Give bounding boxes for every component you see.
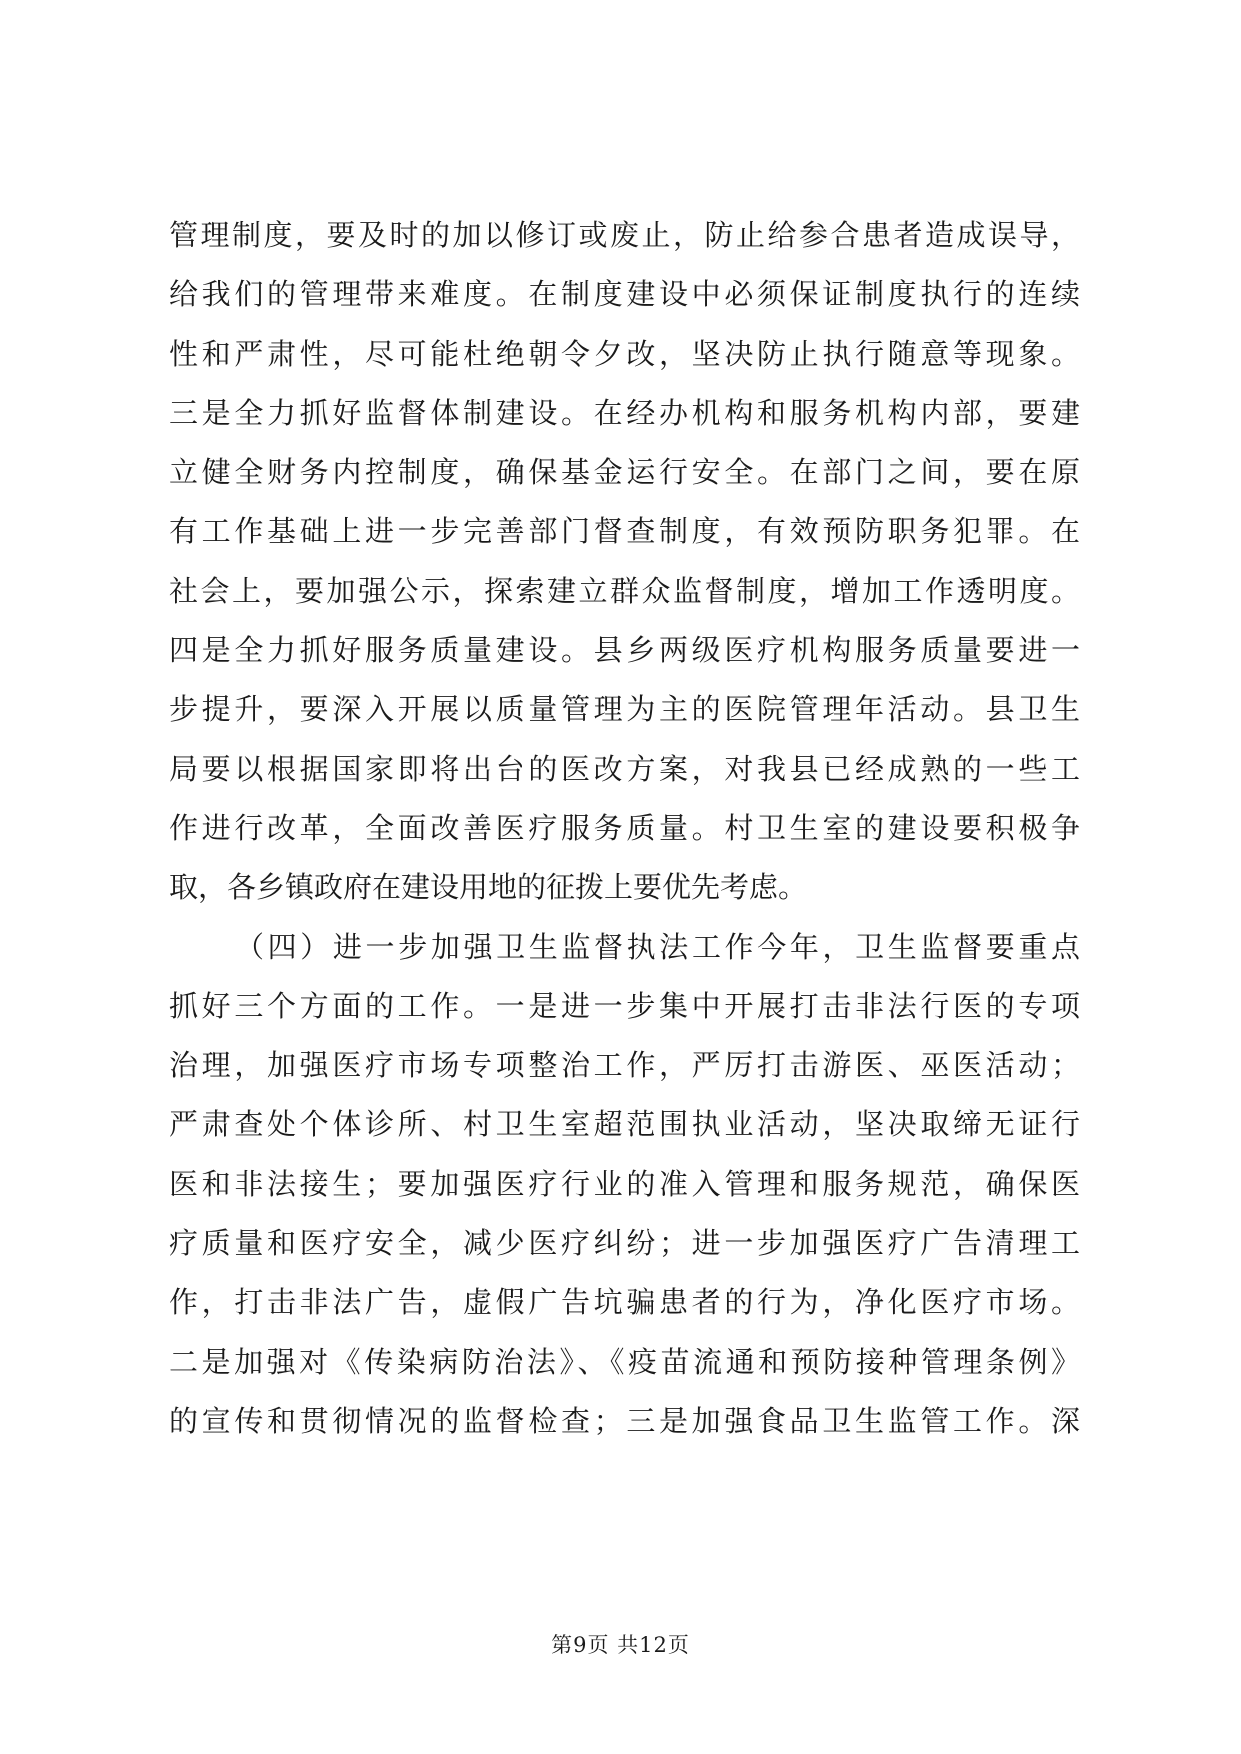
body-line: 治理，加强医疗市场专项整治工作，严厉打击游医、巫医活动；	[169, 1048, 1080, 1083]
body-line: 三是全力抓好监督体制建设。在经办机构和服务机构内部，要建	[169, 395, 1080, 430]
section-heading-line: （四）进一步加强卫生监督执法工作今年，卫生监督要重点	[235, 929, 1080, 964]
paragraph-last-line: 取，各乡镇政府在建设用地的征拨上要优先考虑。	[169, 870, 808, 905]
body-line: 二是加强对《传染病防治法》、《疫苗流通和预防接种管理条例》	[169, 1344, 1080, 1379]
body-line: 严肃查处个体诊所、村卫生室超范围执业活动，坚决取缔无证行	[169, 1107, 1080, 1142]
body-line: 步提升，要深入开展以质量管理为主的医院管理年活动。县卫生	[169, 692, 1080, 727]
body-line: 性和严肃性，尽可能杜绝朝令夕改，坚决防止执行随意等现象。	[169, 336, 1080, 371]
body-line: 立健全财务内控制度，确保基金运行安全。在部门之间，要在原	[169, 455, 1080, 490]
body-line: 疗质量和医疗安全，减少医疗纠纷；进一步加强医疗广告清理工	[169, 1226, 1080, 1261]
page-number-label: 第9页 共12页	[551, 1633, 690, 1657]
body-line: 抓好三个方面的工作。一是进一步集中开展打击非法行医的专项	[169, 988, 1080, 1023]
body-line: 管理制度，要及时的加以修订或废止，防止给参合患者造成误导，	[169, 218, 1080, 252]
body-line: 社会上，要加强公示，探索建立群众监督制度，增加工作透明度。	[169, 573, 1080, 608]
page-footer	[0, 1630, 1241, 1660]
body-line: 的宣传和贯彻情况的监督检查；三是加强食品卫生监管工作。深	[169, 1403, 1080, 1438]
body-text	[169, 206, 1080, 1451]
body-line: 作进行改革，全面改善医疗服务质量。村卫生室的建设要积极争	[169, 810, 1080, 845]
body-line: 局要以根据国家即将出台的医改方案，对我县已经成熟的一些工	[169, 751, 1080, 786]
body-line: 作，打击非法广告，虚假广告坑骗患者的行为，净化医疗市场。	[169, 1285, 1080, 1320]
body-line: 四是全力抓好服务质量建设。县乡两级医疗机构服务质量要进一	[169, 633, 1080, 668]
body-line: 医和非法接生；要加强医疗行业的准入管理和服务规范，确保医	[169, 1166, 1080, 1201]
body-line: 给我们的管理带来难度。在制度建设中必须保证制度执行的连续	[169, 277, 1080, 312]
body-line: 有工作基础上进一步完善部门督查制度，有效预防职务犯罪。在	[169, 514, 1080, 549]
